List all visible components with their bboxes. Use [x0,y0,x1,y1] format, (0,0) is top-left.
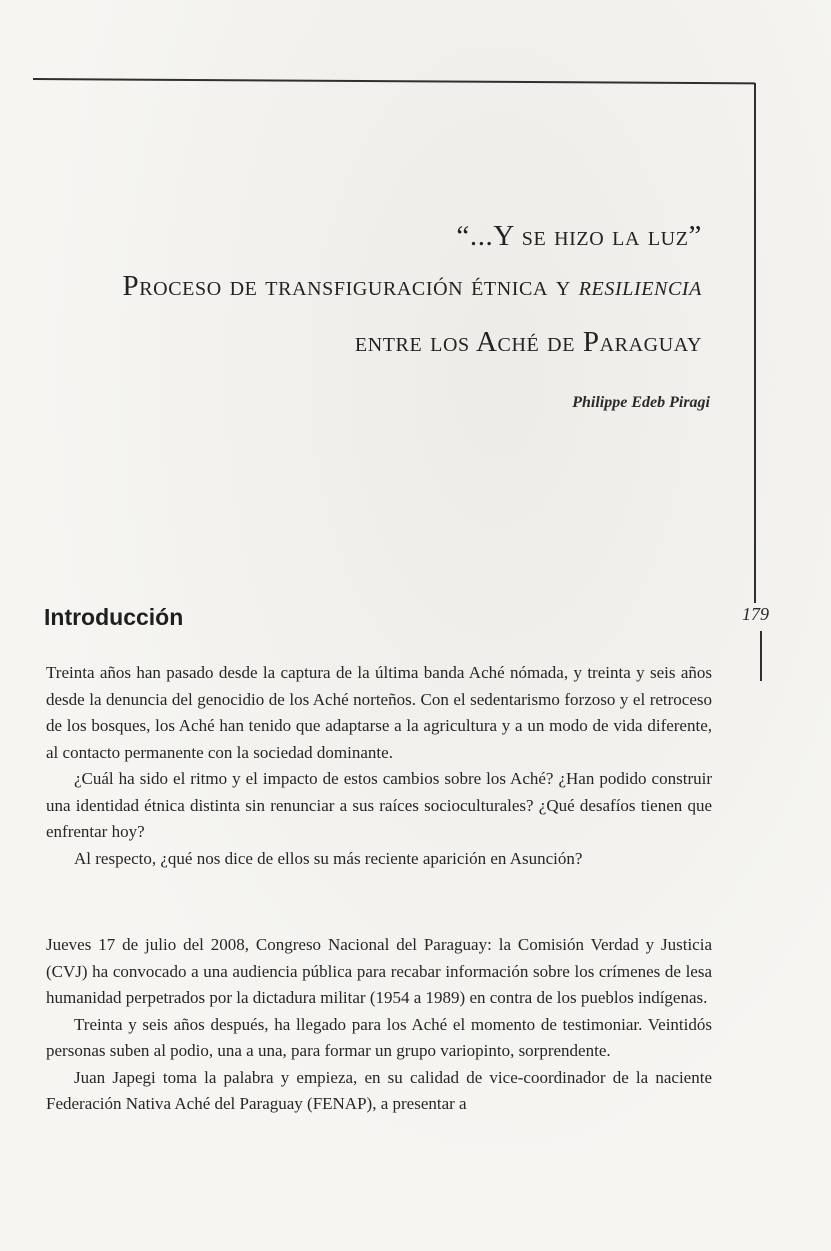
intro-text-block [46,660,712,872]
paragraph: ¿Cuál ha sido el ritmo y el impacto de estos cambios sobre los Aché? ¿Han podido construir una identidad étnica distinta sin renunciar a sus raíces socioculturales? ¿Qué desafíos tienen que enfrentar hoy? [46,769,712,841]
paragraph: Al respecto, ¿qué nos dice de ellos su más reciente aparición en Asunción? [74,848,583,868]
right-frame-rule-lower [760,631,762,681]
right-frame-rule-upper [754,83,756,603]
chapter-title-line-3: entre los Aché de Paraguay [354,326,702,358]
chapter-title-line-1: “...Y se hizo la luz” [456,220,702,252]
paragraph: Treinta años han pasado desde la captura de la última banda Aché nómada, y treinta y seis años desde la denuncia del genocidio de los Aché norteños. Con el sedentarismo forzoso y el retroceso de los bosques, los Aché han tenido que adaptarse a la agricultura y a un modo de vida diferente, al contacto permanente con la sociedad dominante. [46,663,712,762]
chapter-title-line-2-italic: resiliencia [578,270,702,302]
paragraph: Treinta y seis años después, ha llegado para los Aché el momento de testimoniar. Veintidós personas suben al podio, una a una, para formar un grupo variopinto, sorprendente. [46,1014,712,1060]
section-heading: Introducción [44,604,184,630]
chapter-title-line-2 [40,270,702,303]
top-frame-rule [33,78,755,84]
chapter-title-line-2-main: Proceso de transfiguración étnica y [122,270,579,302]
author-name: Philippe Edeb Piragi [572,394,710,411]
paragraph: Jueves 17 de julio del 2008, Congreso Nacional del Paraguay: la Comisión Verdad y Justicia (CVJ) ha convocado a una audiencia pública para recabar información sobre los crímenes de lesa humanidad perpetrados por la dictadura militar (1954 a 1989) en contra de los pueblos indígenas. [46,935,712,1007]
event-text-block [46,932,712,1118]
page-number: 179 [742,604,769,624]
paragraph: Juan Japegi toma la palabra y empieza, en su calidad de vice-coordinador de la naciente Federación Nativa Aché del Paraguay (FENAP), a presentar a [46,1067,712,1113]
